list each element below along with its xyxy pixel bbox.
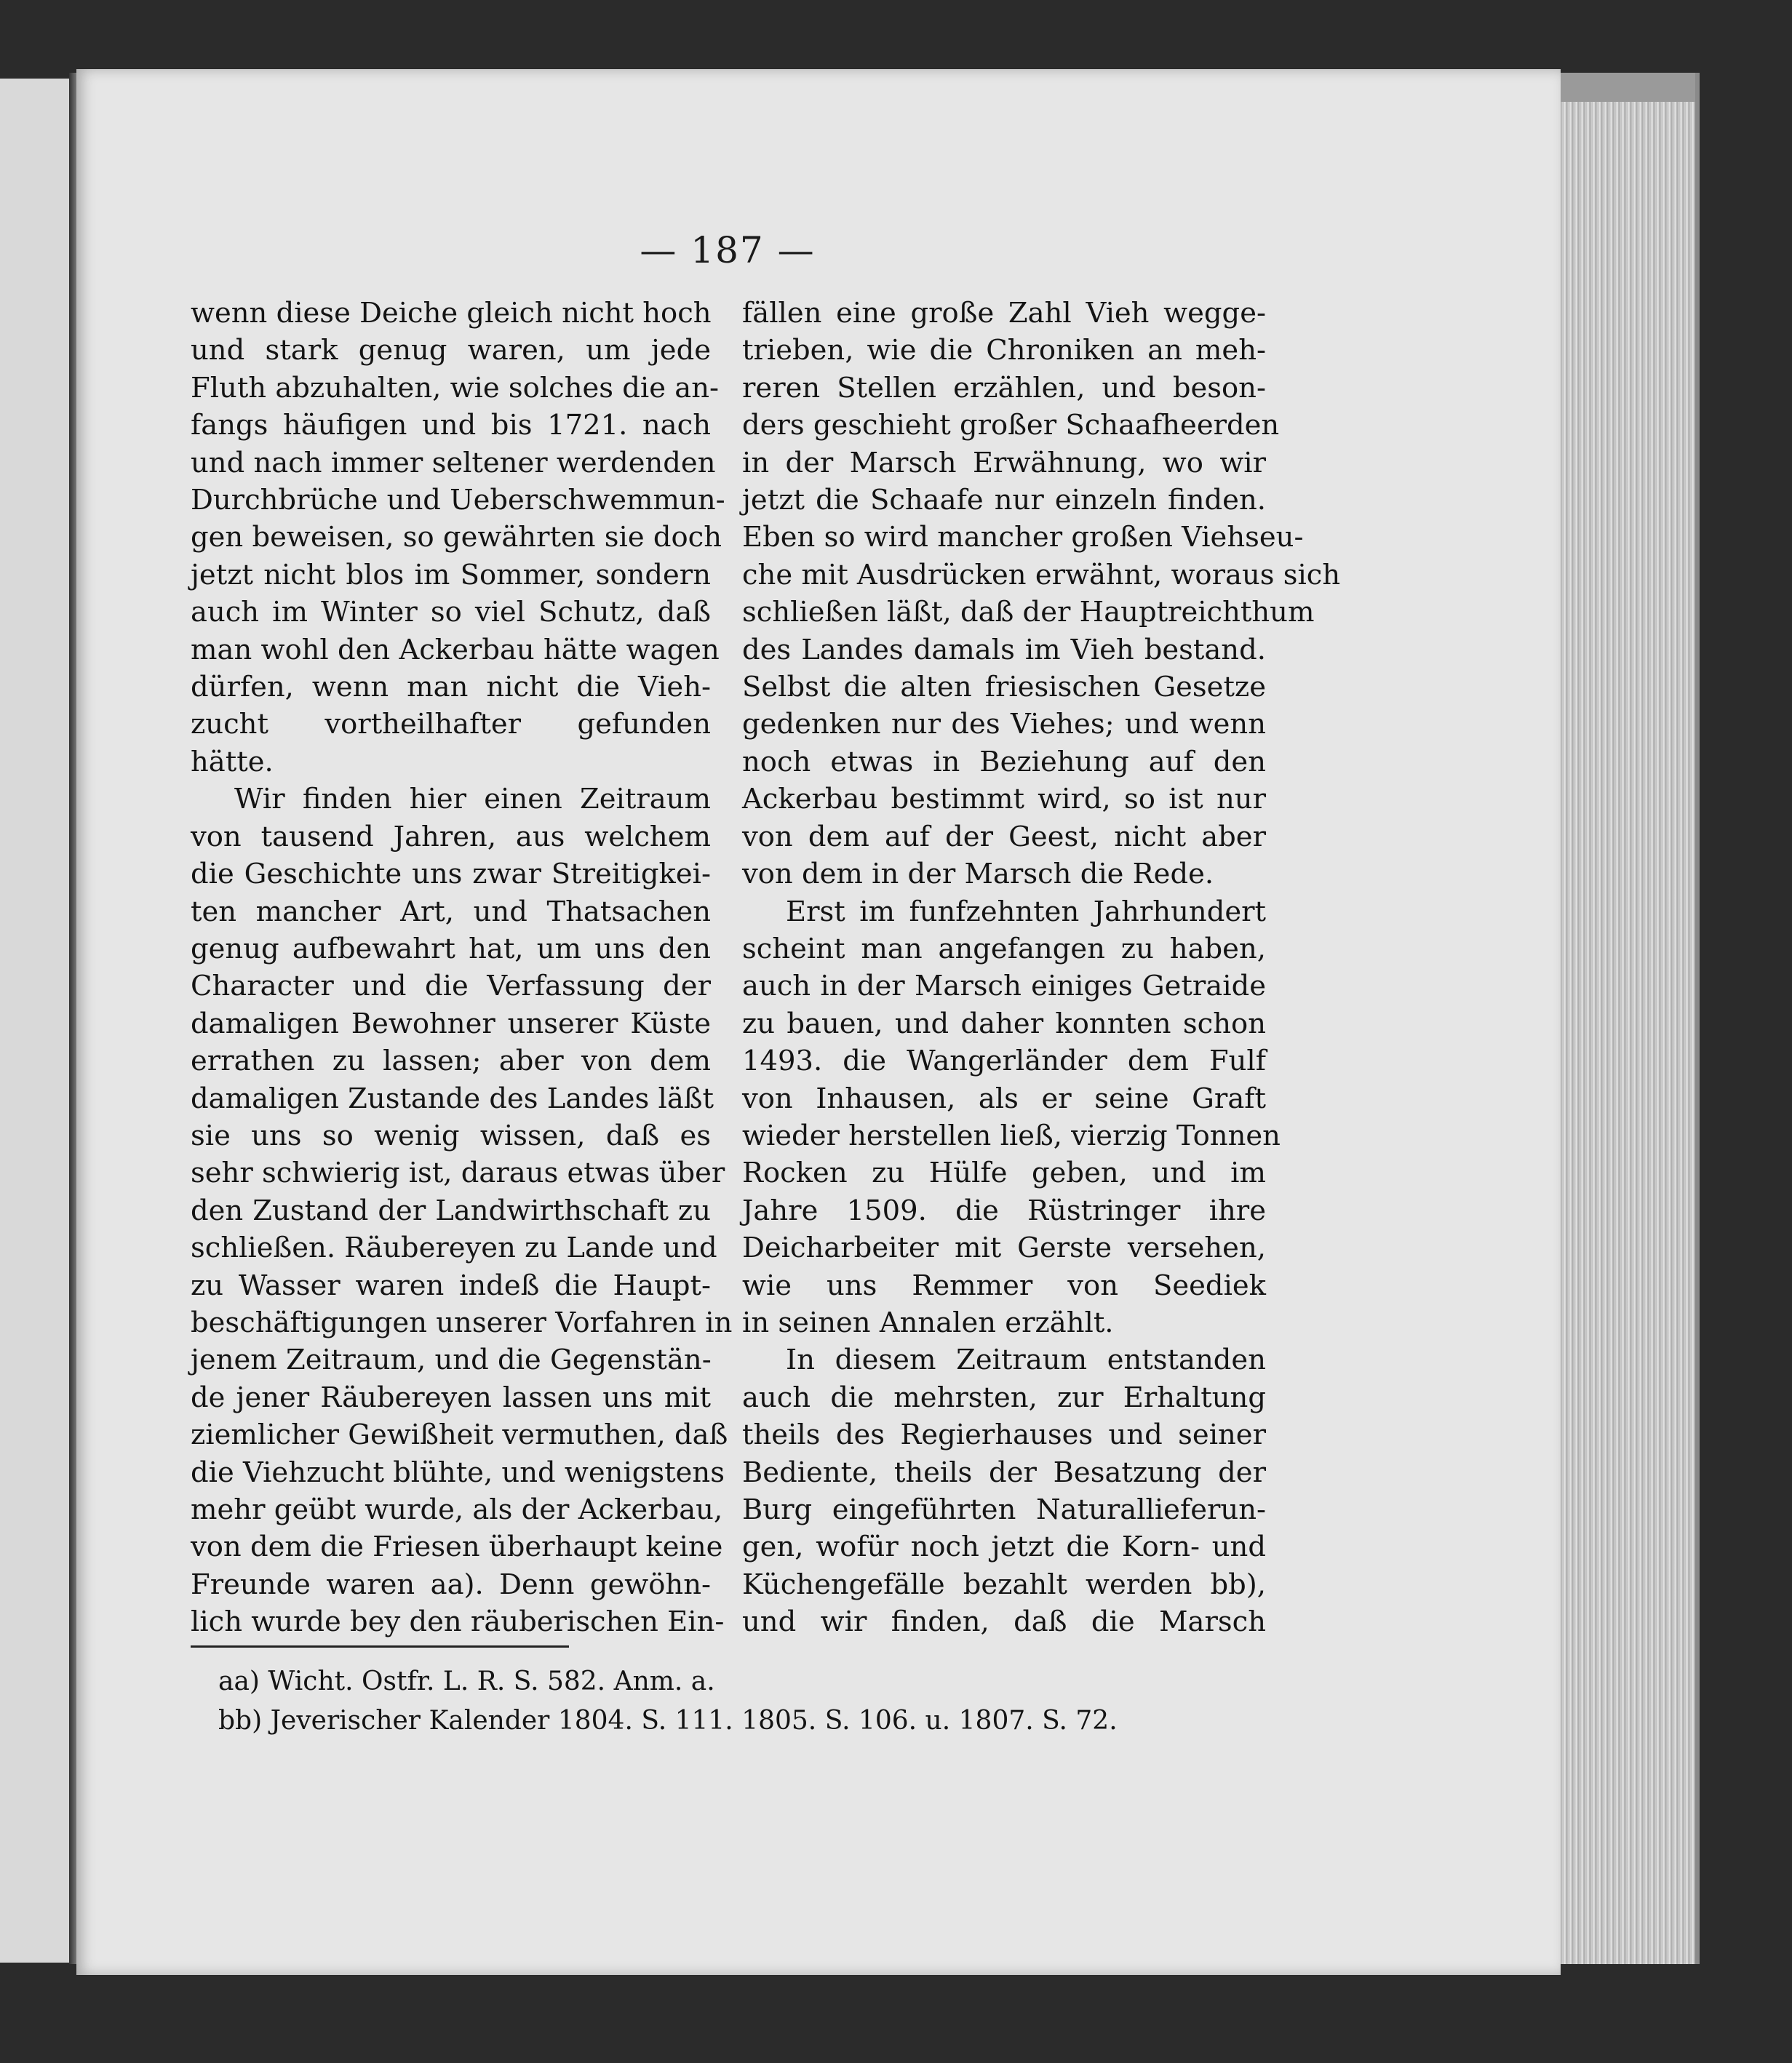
text-line: jetzt die Schaafe nur einzeln finden. <box>742 484 1266 517</box>
text-line: in seinen Annalen erzählt. <box>742 1306 1114 1339</box>
text-line: wie uns Remmer von Seediek <box>742 1269 1266 1302</box>
text-line: den Zustand der Landwirthschaft zu <box>191 1194 711 1227</box>
text-line: zu bauen, und daher konnten schon <box>742 1007 1266 1040</box>
text-line: hätte. <box>191 745 274 778</box>
text-line: ziemlicher Gewißheit vermuthen, daß <box>191 1418 728 1452</box>
right-text-column <box>742 295 1341 1641</box>
text-line: de jener Räubereyen lassen uns mit <box>191 1381 711 1414</box>
text-line: und wir finden, daß die Marsch <box>742 1605 1266 1639</box>
text-line: schließen läßt, daß der Hauptreichthum <box>742 596 1315 629</box>
text-line: Deicharbeiter mit Gerste versehen, <box>742 1232 1266 1265</box>
text-line: wenn diese Deiche gleich nicht hoch <box>191 297 712 330</box>
text-line: jetzt nicht blos im Sommer, sondern <box>191 558 711 591</box>
text-line: die Geschichte uns zwar Streitigkei- <box>191 858 711 891</box>
book-gutter <box>69 73 76 1964</box>
text-line: Rocken zu Hülfe geben, und im <box>742 1157 1266 1190</box>
text-line: von dem in der Marsch die Rede. <box>742 858 1214 891</box>
text-line: Freunde waren aa). Denn gewöhn- <box>191 1568 711 1601</box>
page-block-edges <box>1557 73 1700 1964</box>
text-line: des Landes damals im Vieh bestand. <box>742 633 1266 666</box>
text-line: und stark genug waren, um jede <box>191 334 711 367</box>
text-line: sie uns so wenig wissen, daß es <box>191 1119 711 1152</box>
page-block-top <box>1557 73 1695 102</box>
text-line: trieben, wie die Chroniken an meh- <box>742 334 1266 367</box>
text-line: damaligen Bewohner unserer Küste <box>191 1007 711 1040</box>
text-line: auch die mehrsten, zur Erhaltung <box>742 1381 1266 1414</box>
text-line: man wohl den Ackerbau hätte wagen <box>191 633 720 666</box>
text-line: Jahre 1509. die Rüstringer ihre <box>742 1194 1266 1227</box>
text-line: Erst im funfzehnten Jahrhundert <box>786 895 1266 928</box>
text-line: Ackerbau bestimmt wird, so ist nur <box>742 783 1266 816</box>
text-line: fällen eine große Zahl Vieh wegge- <box>742 297 1266 330</box>
text-line: che mit Ausdrücken erwähnt, woraus sich <box>742 558 1341 591</box>
text-line: die Viehzucht blühte, und wenigstens <box>191 1456 725 1489</box>
text-line: Küchengefälle bezahlt werden bb), <box>742 1568 1266 1601</box>
text-line: von dem auf der Geest, nicht aber <box>742 820 1266 853</box>
text-line: von dem die Friesen überhaupt keine <box>191 1531 723 1564</box>
text-line: Eben so wird mancher großen Viehseu- <box>742 521 1304 554</box>
footnotes <box>218 1662 1237 1741</box>
text-line: Fluth abzuhalten, wie solches die an- <box>191 371 720 404</box>
text-line: schließen. Räubereyen zu Lande und <box>191 1232 717 1265</box>
text-line: errathen zu lassen; aber von dem <box>191 1045 711 1078</box>
text-line: zucht vortheilhafter gefunden <box>191 708 711 741</box>
text-line: und nach immer seltener werdenden <box>191 446 716 479</box>
text-line: 1493. die Wangerländer dem Fulf <box>742 1045 1266 1078</box>
footnote-aa: aa) Wicht. Ostfr. L. R. S. 582. Anm. a. <box>218 1667 715 1696</box>
text-line: fangs häufigen und bis 1721. nach <box>191 409 711 442</box>
text-line: lich wurde bey den räuberischen Ein- <box>191 1605 725 1639</box>
text-line: von Inhausen, als er seine Graft <box>742 1082 1266 1115</box>
text-line: gen beweisen, so gewährten sie doch <box>191 521 722 554</box>
text-line: damaligen Zustande des Landes läßt <box>191 1082 714 1115</box>
text-line: in der Marsch Erwähnung, wo wir <box>742 446 1266 479</box>
text-line: sehr schwierig ist, daraus etwas über <box>191 1157 725 1190</box>
text-line: mehr geübt wurde, als der Ackerbau, <box>191 1493 723 1526</box>
text-line: auch in der Marsch einiges Getraide <box>742 970 1266 1003</box>
text-line: gen, wofür noch jetzt die Korn- und <box>742 1531 1266 1564</box>
text-line: noch etwas in Beziehung auf den <box>742 745 1266 778</box>
left-text-column <box>191 295 733 1641</box>
text-line: Durchbrüche und Ueberschwemmun- <box>191 484 725 517</box>
page-number: — 187 — <box>640 229 816 271</box>
text-line: Character und die Verfassung der <box>191 970 711 1003</box>
text-line: jenem Zeitraum, und die Gegenstän- <box>191 1344 712 1377</box>
text-line: zu Wasser waren indeß die Haupt- <box>191 1269 711 1302</box>
text-line: reren Stellen erzählen, und beson- <box>742 371 1266 404</box>
previous-page-edge <box>0 79 71 1963</box>
text-line: ten mancher Art, und Thatsachen <box>191 895 711 928</box>
text-line: Wir finden hier einen Zeitraum <box>234 783 711 816</box>
text-line: auch im Winter so viel Schutz, daß <box>191 596 711 629</box>
text-line: genug aufbewahrt hat, um uns den <box>191 932 711 965</box>
text-line: dürfen, wenn man nicht die Vieh- <box>191 671 711 704</box>
text-line: Selbst die alten friesischen Gesetze <box>742 671 1266 704</box>
text-line: scheint man angefangen zu haben, <box>742 932 1266 965</box>
text-line: gedenken nur des Viehes; und wenn <box>742 708 1266 741</box>
text-line: theils des Regierhauses und seiner <box>742 1418 1266 1452</box>
text-line: wieder herstellen ließ, vierzig Tonnen <box>742 1119 1281 1152</box>
text-line: In diesem Zeitraum entstanden <box>786 1344 1266 1377</box>
text-line: ders geschieht großer Schaafheerden <box>742 409 1280 442</box>
text-line: beschäftigungen unserer Vorfahren in <box>191 1306 733 1339</box>
footnote-separator <box>191 1645 569 1648</box>
text-line: Burg eingeführten Naturallieferun- <box>742 1493 1266 1526</box>
text-line: Bediente, theils der Besatzung der <box>742 1456 1266 1489</box>
text-line: von tausend Jahren, aus welchem <box>191 820 711 853</box>
footnote-bb: bb) Jeverischer Kalender 1804. S. 111. 1805. S. 106. u. 1807. S. 72. <box>218 1706 1118 1736</box>
